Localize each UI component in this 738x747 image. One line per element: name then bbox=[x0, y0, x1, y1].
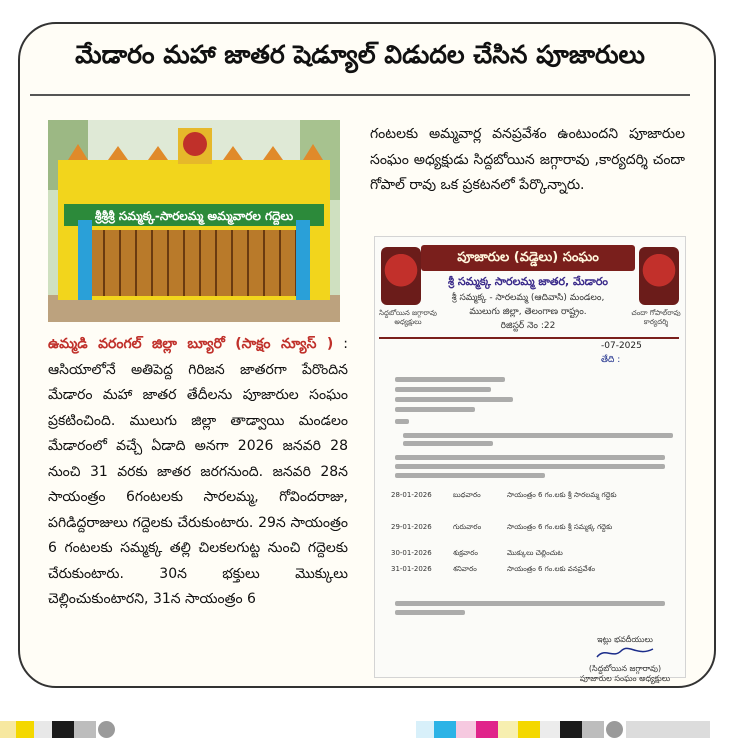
schedule-day: బుధవారం bbox=[453, 491, 481, 499]
color-bar bbox=[0, 721, 16, 738]
signer: (సిద్దబోయిన జగ్గారావు) పూజారుల సంఘం అధ్యక్షులు bbox=[579, 664, 671, 683]
letterhead-divider bbox=[379, 337, 679, 339]
goddess-logo-left bbox=[381, 247, 421, 305]
schedule-day: శుక్రవారం bbox=[453, 549, 478, 557]
article-body: : ఆసియాలోనే అతిపెద్ద గిరిజన జాతరగా పేరొందిన మేడారం మహా జాతర తేదీలను పూజారుల సంఘం ప్రకటించింది. ములుగు జిల్లా తాడ్వాయి మండలం మేడారంలో వచ్చే ఏడాది అనగా 2026 జనవరి 28 నుంచి 31 వరకు జాతర జరగనుంది. జనవరి 28న సాయంత్రం 6గంటలకు సారలమ్మ, గోవిందరాజు, పగిడిద్దరాజులు గద్దెలకు చేరుకుంటారు. 29న సాయంత్రం 6 గంటలకు సమ్మక్క తల్లి చిలకలగుట్ట నుంచి గద్దెలకు చేరుకుంటారు. 30న భక్తులు మొక్కులు చెల్లించుకుంటారని, 31న సాయంత్రం 6 bbox=[48, 336, 348, 607]
address-line bbox=[395, 407, 475, 412]
schedule-event: మొక్కులు చెల్లించుట bbox=[507, 549, 563, 557]
schedule-date: 29-01-2026 bbox=[391, 523, 432, 531]
letter-line-3: ములుగు జిల్లా, తెలంగాణ రాష్ట్రం. bbox=[469, 307, 587, 317]
address-line bbox=[395, 387, 491, 392]
address-line bbox=[395, 419, 409, 424]
headline-rule bbox=[30, 94, 690, 96]
signature-icon bbox=[595, 645, 655, 661]
color-bar bbox=[34, 721, 52, 738]
schedule-day: గురువారం bbox=[453, 523, 482, 531]
body-line bbox=[395, 455, 665, 460]
headline: మేడారం మహా జాతర షెడ్యూల్ విడుదల చేసిన పూజారులు bbox=[75, 40, 645, 69]
letter-title: పూజారుల (వడ్డెలు) సంఘం bbox=[421, 245, 635, 271]
goddess-logo-right bbox=[639, 247, 679, 305]
right-caption: చందా గోపాల్‌రావు కార్యదర్శి bbox=[631, 309, 681, 326]
address-line bbox=[395, 377, 505, 382]
temple-illustration bbox=[48, 120, 340, 322]
press-release-letter bbox=[374, 236, 686, 683]
color-bar bbox=[52, 721, 74, 738]
temple-banner-text: శ్రీశ్రీశ్రీ సమ్మక్క-సారలమ్మ అమ్మవారల గద్దెలు bbox=[94, 209, 294, 223]
color-bar bbox=[476, 721, 498, 738]
address-line bbox=[395, 397, 513, 402]
subject-line bbox=[403, 433, 673, 438]
signature-block bbox=[575, 635, 675, 684]
closing-line bbox=[395, 601, 665, 606]
color-bar bbox=[582, 721, 604, 738]
color-bar bbox=[518, 721, 540, 738]
letter-date-label: తేది : bbox=[601, 355, 621, 365]
left-caption: సిద్దబోయిన జగ్గారావు అధ్యక్షులు bbox=[379, 309, 437, 326]
temple-photo bbox=[48, 120, 340, 322]
body-line bbox=[395, 473, 545, 478]
article-continued: గంటలకు అమ్మవార్ల వనప్రవేశం ఉంటుందని పూజారుల సంఘం అధ్యక్షుడు సిద్దబోయిన జగ్గారావు ,కార్యదర్శి చందా గోపాల్ రావు ఒక ప్రకటనలో పేర్కొన్నారు. bbox=[370, 126, 685, 193]
schedule-date: 28-01-2026 bbox=[391, 491, 432, 499]
registration-dot bbox=[98, 721, 115, 738]
color-bar bbox=[540, 721, 560, 738]
signoff: ఇట్లు భవదీయులు bbox=[597, 635, 653, 644]
registration-dot bbox=[606, 721, 623, 738]
color-bar bbox=[498, 721, 518, 738]
schedule-day: శనివారం bbox=[453, 565, 477, 573]
schedule-date: 31-01-2026 bbox=[391, 565, 432, 573]
letter-reg-no: రిజిస్టర్ నెం :22 bbox=[500, 321, 556, 331]
schedule-event: సాయంత్రం 6 గం.లకు శ్రీ సమ్మక్క గద్దెకు bbox=[507, 523, 613, 531]
color-bar bbox=[434, 721, 456, 738]
color-bar bbox=[16, 721, 34, 738]
closing-line bbox=[395, 610, 465, 615]
letter-line-2: శ్రీ సమ్మక్క - సారలమ్మ (ఆదివాసి) మండలం, bbox=[451, 293, 605, 303]
schedule-date: 30-01-2026 bbox=[391, 549, 432, 557]
color-bar bbox=[456, 721, 476, 738]
color-bar bbox=[626, 721, 710, 738]
article-body-left bbox=[48, 332, 348, 613]
dateline: ఉమ్మడి వరంగల్ జిల్లా బ్యూరో (సాక్షం న్యూస్ ) bbox=[48, 336, 334, 352]
schedule-event: సాయంత్రం 6 గం.లకు శ్రీ సారలమ్మ గద్దెకు bbox=[507, 491, 617, 499]
color-bar bbox=[416, 721, 434, 738]
subject-line bbox=[403, 441, 493, 446]
color-bar bbox=[74, 721, 96, 738]
color-bar bbox=[560, 721, 582, 738]
letter-subtitle: శ్రీ సమ్మక్క సారలమ్మ జాతర, మేడారం bbox=[448, 275, 608, 288]
letter-date: -07-2025 bbox=[601, 341, 642, 351]
schedule-event: సాయంత్రం 6 గం.లకు వనప్రవేశం bbox=[507, 565, 596, 573]
body-line bbox=[395, 464, 665, 469]
